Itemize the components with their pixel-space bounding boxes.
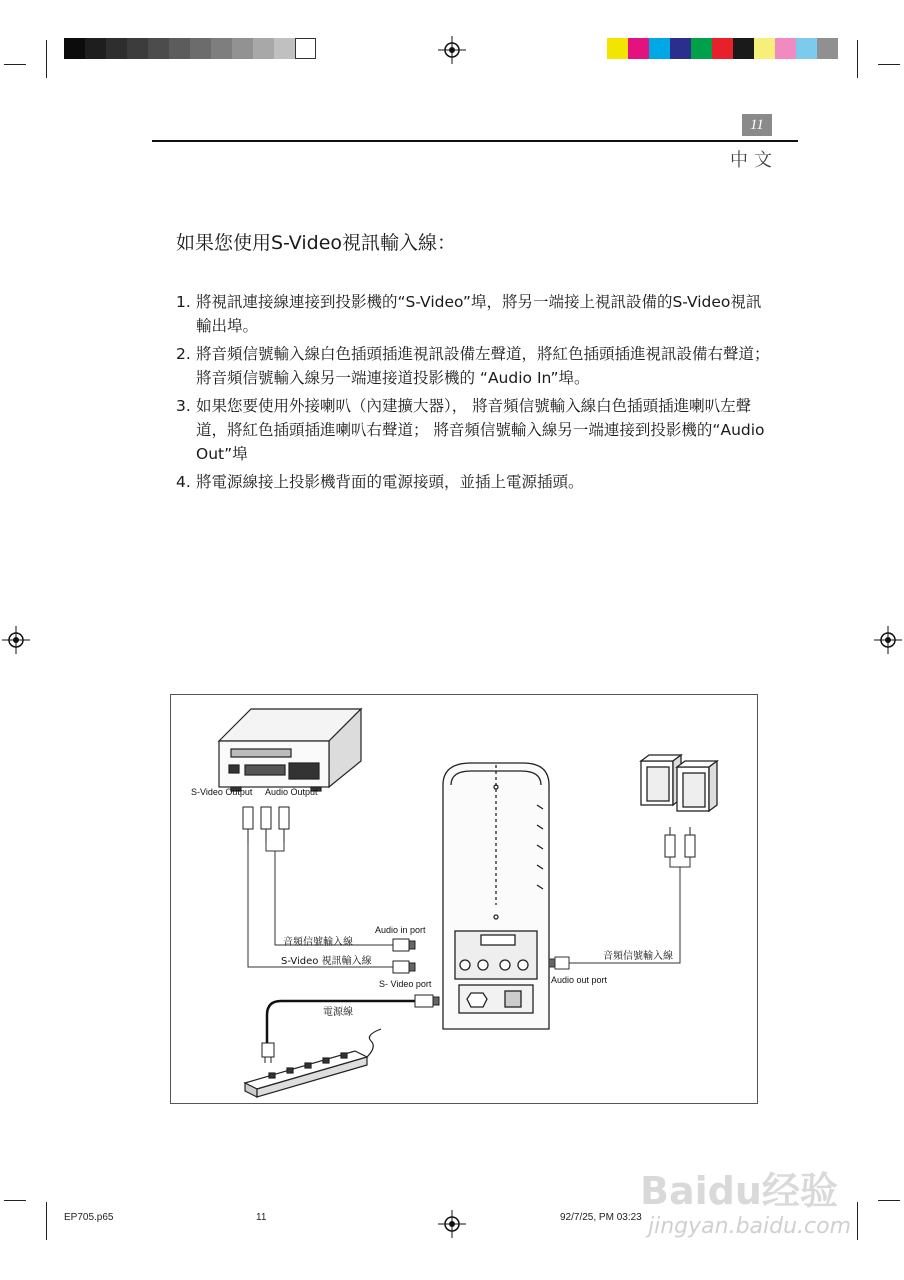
color-swatch xyxy=(775,38,796,59)
step-item xyxy=(176,394,776,466)
color-swatch xyxy=(712,38,733,59)
crop-mark-bl-h xyxy=(4,1200,26,1201)
language-label: 中文 xyxy=(730,150,778,171)
color-swatch xyxy=(817,38,838,59)
gray-swatch xyxy=(106,38,127,59)
gray-swatch xyxy=(232,38,253,59)
crop-mark-tl-h xyxy=(4,64,26,65)
gray-swatch xyxy=(127,38,148,59)
svideo-output-label: S-Video Output xyxy=(191,787,253,797)
registration-mark-top xyxy=(438,36,466,64)
color-swatch xyxy=(796,38,817,59)
step-item xyxy=(176,290,776,338)
gray-swatch xyxy=(85,38,106,59)
power-cable-label: 電源線 xyxy=(323,1007,353,1018)
svideo-port-label: S- Video port xyxy=(379,979,432,989)
crop-mark-bl-v xyxy=(46,1202,47,1240)
crop-mark-br-h xyxy=(878,1200,900,1201)
header-rule xyxy=(152,140,798,142)
svideo-cable-label: S-Video 視訊輸入線 xyxy=(281,956,372,967)
speakers-icon xyxy=(641,755,717,811)
speaker-plugs xyxy=(665,827,695,857)
watermark-url: jingyan.baidu.com xyxy=(648,1214,852,1239)
step-number: 3. xyxy=(176,397,191,415)
registration-mark-bottom xyxy=(438,1210,466,1238)
color-swatch xyxy=(649,38,670,59)
crop-mark-tr-h xyxy=(878,64,900,65)
color-swatch xyxy=(607,38,628,59)
crop-mark-br-v xyxy=(857,1202,858,1240)
footer-timestamp: 92/7/25, PM 03:23 xyxy=(560,1212,642,1223)
watermark-logo: Baidu经验 xyxy=(640,1169,838,1213)
section-heading: 如果您使用S-Video視訊輸入線： xyxy=(176,232,457,254)
color-swatch xyxy=(733,38,754,59)
gray-swatch xyxy=(295,38,316,59)
gray-swatch xyxy=(190,38,211,59)
color-swatch xyxy=(670,38,691,59)
audio-output-label: Audio Output xyxy=(265,787,318,797)
connection-diagram xyxy=(170,694,758,1104)
diagram-illustration xyxy=(171,695,757,1103)
gray-swatch xyxy=(169,38,190,59)
gray-swatch xyxy=(253,38,274,59)
port-plugs xyxy=(393,939,415,973)
step-text: 將視訊連接線連接到投影機的“S-Video”埠，將另一端接上視訊設備的S-Video視訊輸出埠。 xyxy=(196,293,762,335)
step-number: 4. xyxy=(176,473,191,491)
video-device-icon xyxy=(219,709,361,791)
step-text: 將電源線接上投影機背面的電源接頭，並插上電源插頭。 xyxy=(196,473,584,491)
crop-mark-tl-v xyxy=(46,40,47,78)
color-swatch xyxy=(628,38,649,59)
color-swatch xyxy=(691,38,712,59)
crop-mark-tr-v xyxy=(857,40,858,78)
footer-page: 11 xyxy=(256,1212,267,1223)
gray-swatch-bar xyxy=(64,38,316,59)
registration-mark-left xyxy=(2,626,30,654)
device-cables xyxy=(248,843,393,967)
audio-out-port-label: Audio out port xyxy=(551,975,608,985)
color-swatch-bar xyxy=(607,38,838,59)
device-output-plugs xyxy=(243,807,289,843)
projector-icon xyxy=(443,763,549,1029)
audio-cable-label-right: 音頻信號輸入線 xyxy=(603,951,673,962)
step-text: 如果您要使用外接喇叭（內建擴大器）， 將音頻信號輸入線白色插頭插進喇叭左聲道，將紅色插頭插進喇叭右聲道； 將音頻信號輸入線另一端連接到投影機的“Audio Out”埠 xyxy=(196,397,765,463)
step-item xyxy=(176,470,776,494)
page-number-badge: 11 xyxy=(742,114,772,136)
audio-cable-label-left: 音頻信號輸入線 xyxy=(283,937,353,948)
audio-in-port-label: Audio in port xyxy=(375,925,426,935)
step-number: 1. xyxy=(176,293,191,311)
gray-swatch xyxy=(211,38,232,59)
step-item xyxy=(176,342,776,390)
footer-filename: EP705.p65 xyxy=(64,1212,114,1223)
gray-swatch xyxy=(274,38,295,59)
step-text: 將音頻信號輸入線白色插頭插進視訊設備左聲道，將紅色插頭插進視訊設備右聲道；將音頻信號輸入線另一端連接道投影機的 “Audio In”埠。 xyxy=(196,345,770,387)
step-number: 2. xyxy=(176,345,191,363)
steps-list xyxy=(176,290,776,498)
registration-mark-right xyxy=(874,626,902,654)
color-swatch xyxy=(754,38,775,59)
gray-swatch xyxy=(148,38,169,59)
gray-swatch xyxy=(64,38,85,59)
